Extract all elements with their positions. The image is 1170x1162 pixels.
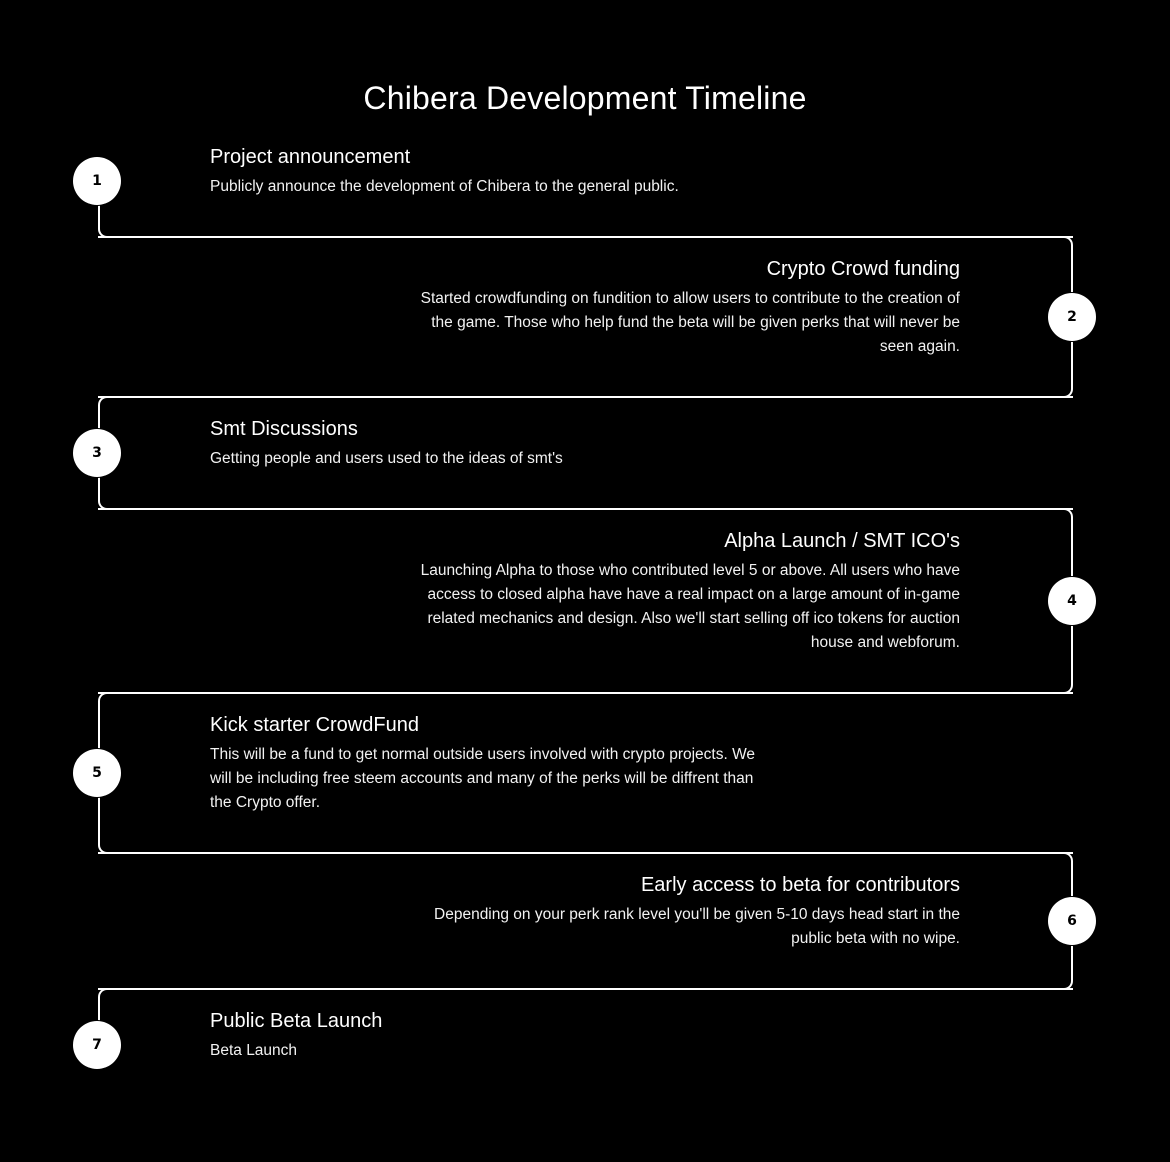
step-number-badge: 1 [73,157,121,205]
step-description: Started crowdfunding on fundition to allow users to contribute to the creation of the game. Those who help fund the beta will be given perks that will never be seen again. [420,290,960,355]
step-description: Publicly announce the development of Chibera to the general public. [210,178,679,195]
step-number-badge: 6 [1048,897,1096,945]
timeline-step-2 [400,257,960,359]
timeline-step-6 [400,873,960,951]
step-number-badge: 5 [73,749,121,797]
step-description: This will be a fund to get normal outside users involved with crypto projects. We will be including free steem accounts and many of the perks will be diffrent than the Crypto offer. [210,746,756,811]
step-description: Getting people and users used to the ideas of smt's [210,450,563,467]
step-title: Project announcement [210,146,411,168]
timeline-step-3 [210,417,810,471]
timeline-step-7 [210,1009,810,1063]
step-title: Kick starter CrowdFund [210,714,419,736]
step-number-badge: 2 [1048,293,1096,341]
step-description: Beta Launch [210,1042,298,1059]
timeline-step-4 [400,529,960,655]
step-title: Early access to beta for contributors [640,874,960,896]
step-title: Public Beta Launch [210,1010,383,1032]
timeline-step-5 [210,713,775,815]
step-title: Crypto Crowd funding [766,258,960,280]
step-number-badge: 3 [73,429,121,477]
page-title: Chibera Development Timeline [363,80,807,116]
step-title: Smt Discussions [210,418,358,440]
timeline-step-1 [210,145,810,199]
step-description: Depending on your perk rank level you'll be given 5-10 days head start in the public beta with no wipe. [434,906,960,947]
step-title: Alpha Launch / SMT ICO's [724,530,960,552]
step-number-badge: 4 [1048,577,1096,625]
step-number-badge: 7 [73,1021,121,1069]
step-description: Launching Alpha to those who contributed level 5 or above. All users who have access to closed alpha have have a real impact on a large amount of in-game related mechanics and design. Also we'll start selling off ico tokens for auction house and webforum. [420,562,960,651]
